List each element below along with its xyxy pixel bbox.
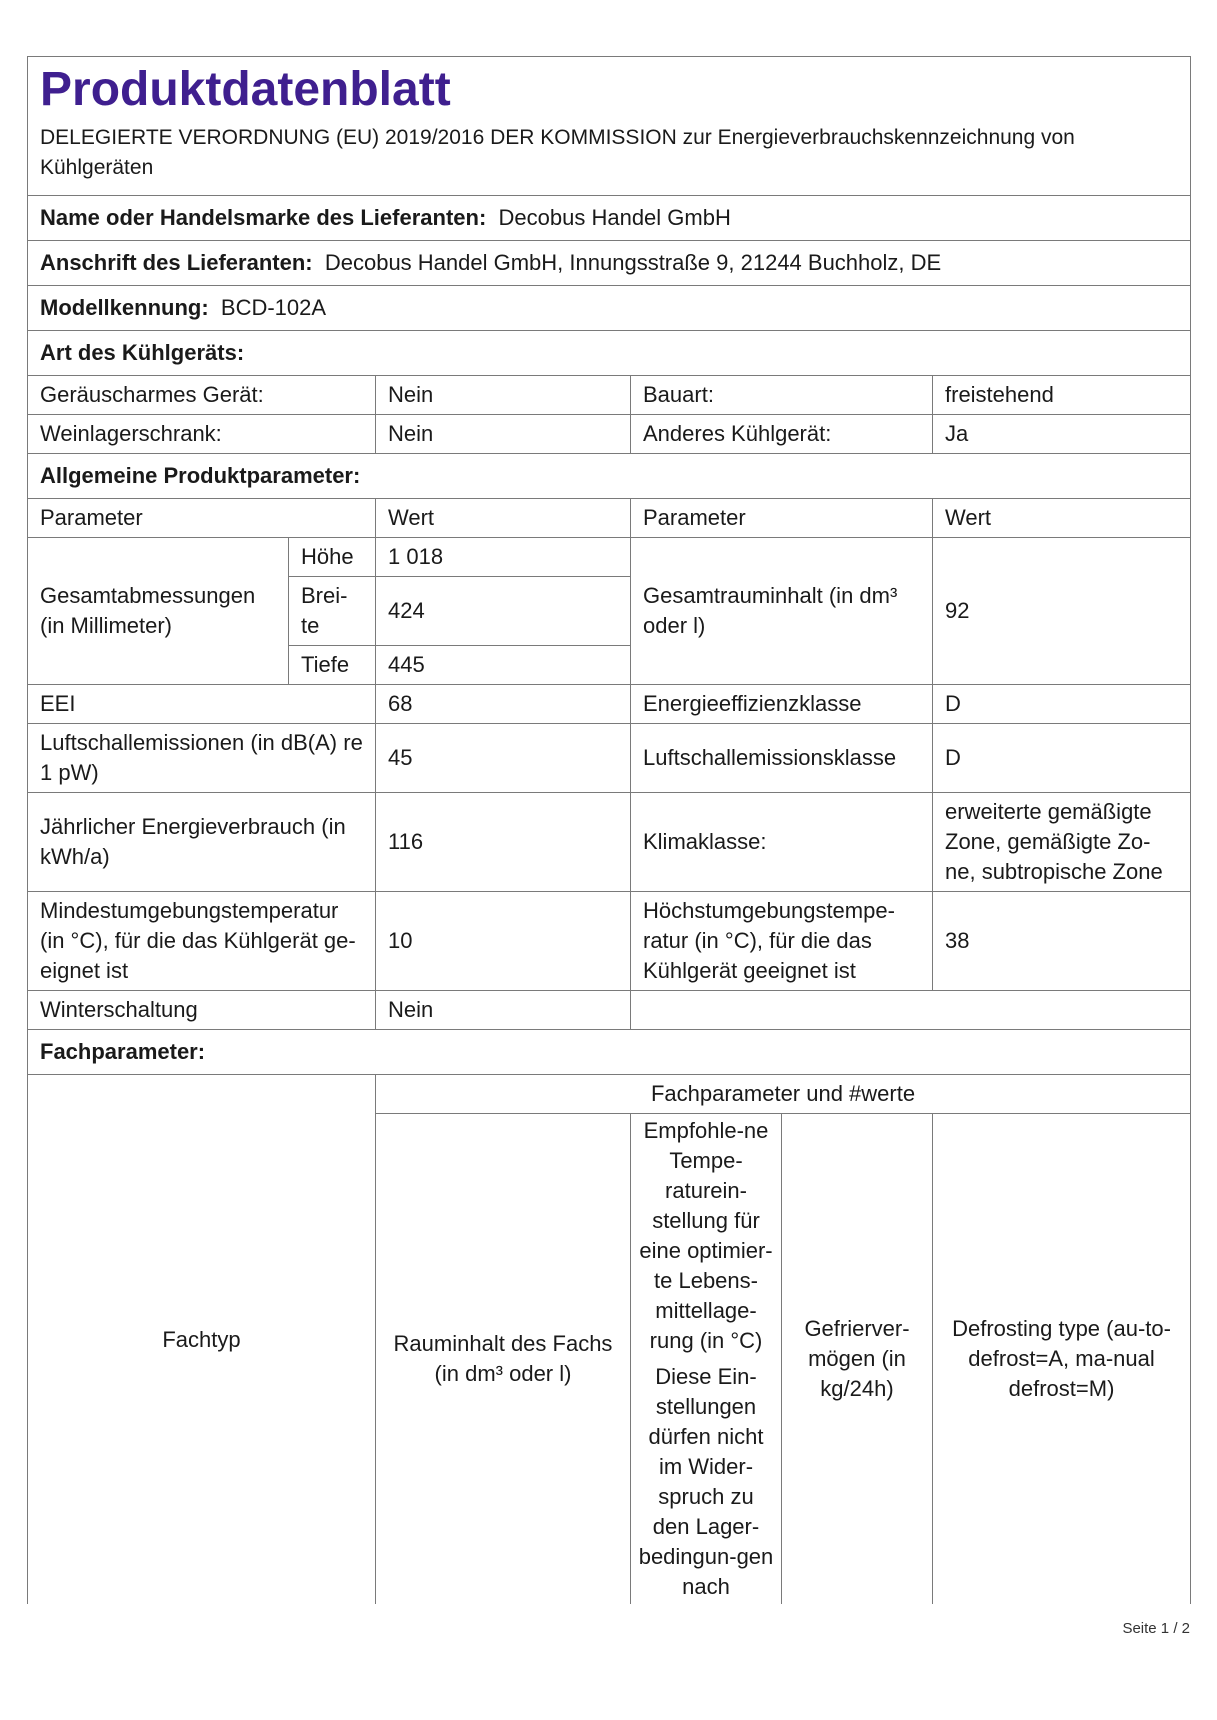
noise-value: 45 — [376, 724, 631, 793]
supplier-address-label: Anschrift des Lieferanten: — [40, 250, 313, 275]
annual-energy-label: Jährlicher Energieverbrauch (in kWh/a) — [28, 793, 376, 892]
winter-empty-cell — [631, 991, 1191, 1030]
model-row — [28, 286, 1191, 331]
model-value: BCD-102A — [220, 295, 327, 320]
winter-label: Winterschaltung — [28, 991, 376, 1030]
eei-label: EEI — [28, 685, 376, 724]
design-label: Bauart: — [631, 376, 933, 415]
noise-class-value: D — [933, 724, 1191, 793]
winter-value: Nein — [376, 991, 631, 1030]
col-param-right: Parameter — [631, 499, 933, 538]
noise-label: Luftschallemissionen (in dB(A) re 1 pW) — [28, 724, 376, 793]
volume-value: 92 — [933, 538, 1191, 685]
annual-energy-value: 116 — [376, 793, 631, 892]
supplier-name-value: Decobus Handel GmbH — [498, 205, 731, 230]
col-param-left: Parameter — [28, 499, 376, 538]
compartment-group-header: Fachparameter und #werte — [376, 1075, 1191, 1114]
supplier-name-label: Name oder Handelsmarke des Lieferanten: — [40, 205, 487, 230]
height-label: Höhe — [289, 538, 376, 577]
compartment-freeze-header: Gefrierver-mögen (in kg/24h) — [782, 1114, 933, 1605]
product-data-sheet — [27, 56, 1190, 1604]
wine-label: Weinlagerschrank: — [28, 415, 376, 454]
compartment-temp-text: Empfohle-ne Tempe-raturein-stellung für eine optimier-te Lebens-mittellage-rung (in °C) — [639, 1118, 773, 1353]
general-section-heading: Allgemeine Produktparameter: — [28, 454, 1191, 499]
compartment-volume-header: Rauminhalt des Fachs (in dm³ oder l) — [376, 1114, 631, 1605]
col-value-left: Wert — [376, 499, 631, 538]
compartment-section-heading: Fachparameter: — [28, 1030, 1191, 1075]
eei-value: 68 — [376, 685, 631, 724]
title-cell — [28, 57, 1191, 196]
other-value: Ja — [933, 415, 1191, 454]
min-temp-value: 10 — [376, 892, 631, 991]
page-number: Seite 1 / 2 — [1122, 1620, 1190, 1637]
supplier-name-row — [28, 196, 1191, 241]
page-title: Produktdatenblatt — [40, 63, 451, 116]
regulation-text: DELEGIERTE VERORDNUNG (EU) 2019/2016 DER KOMMISSION zur Energieverbrauchskennzeichnung von Kühlgeräten — [40, 126, 1075, 179]
compartment-type-header: Fachtyp — [28, 1075, 376, 1605]
height-value: 1 018 — [376, 538, 631, 577]
max-temp-label: Höchstumgebungstempe-ratur (in °C), für die das Kühlgerät geeignet ist — [631, 892, 933, 991]
climate-class-value: erweiterte gemäßigte Zone, gemäßigte Zo-ne, subtropische Zone — [933, 793, 1191, 892]
width-label: Brei-te — [289, 577, 376, 646]
low-noise-label: Geräuscharmes Gerät: — [28, 376, 376, 415]
max-temp-value: 38 — [933, 892, 1191, 991]
depth-value: 445 — [376, 646, 631, 685]
low-noise-value: Nein — [376, 376, 631, 415]
min-temp-label: Mindestumgebungstemperatur (in °C), für die das Kühlgerät ge-eignet ist — [28, 892, 376, 991]
supplier-address-row — [28, 241, 1191, 286]
compartment-temp-note: Diese Ein-stellungen dürfen nicht im Wider-spruch zu den Lager-bedingun-gen nach — [638, 1364, 774, 1599]
dimensions-label: Gesamtabmessungen (in Millimeter) — [28, 538, 289, 685]
climate-class-label: Klimaklasse: — [631, 793, 933, 892]
compartment-temp-header — [631, 1114, 782, 1605]
volume-label: Gesamtrauminhalt (in dm³ oder l) — [631, 538, 933, 685]
energy-class-label: Energieeffizienzklasse — [631, 685, 933, 724]
wine-value: Nein — [376, 415, 631, 454]
energy-class-value: D — [933, 685, 1191, 724]
width-value: 424 — [376, 577, 631, 646]
type-section-heading: Art des Kühlgeräts: — [28, 331, 1191, 376]
design-value: freistehend — [933, 376, 1191, 415]
supplier-address-value: Decobus Handel GmbH, Innungsstraße 9, 21244 Buchholz, DE — [324, 250, 942, 275]
noise-class-label: Luftschallemissionsklasse — [631, 724, 933, 793]
compartment-defrost-header: Defrosting type (au-to-defrost=A, ma-nual defrost=M) — [933, 1114, 1191, 1605]
other-label: Anderes Kühlgerät: — [631, 415, 933, 454]
model-label: Modellkennung: — [40, 295, 209, 320]
col-value-right: Wert — [933, 499, 1191, 538]
depth-label: Tiefe — [289, 646, 376, 685]
data-sheet-table — [27, 56, 1191, 1604]
